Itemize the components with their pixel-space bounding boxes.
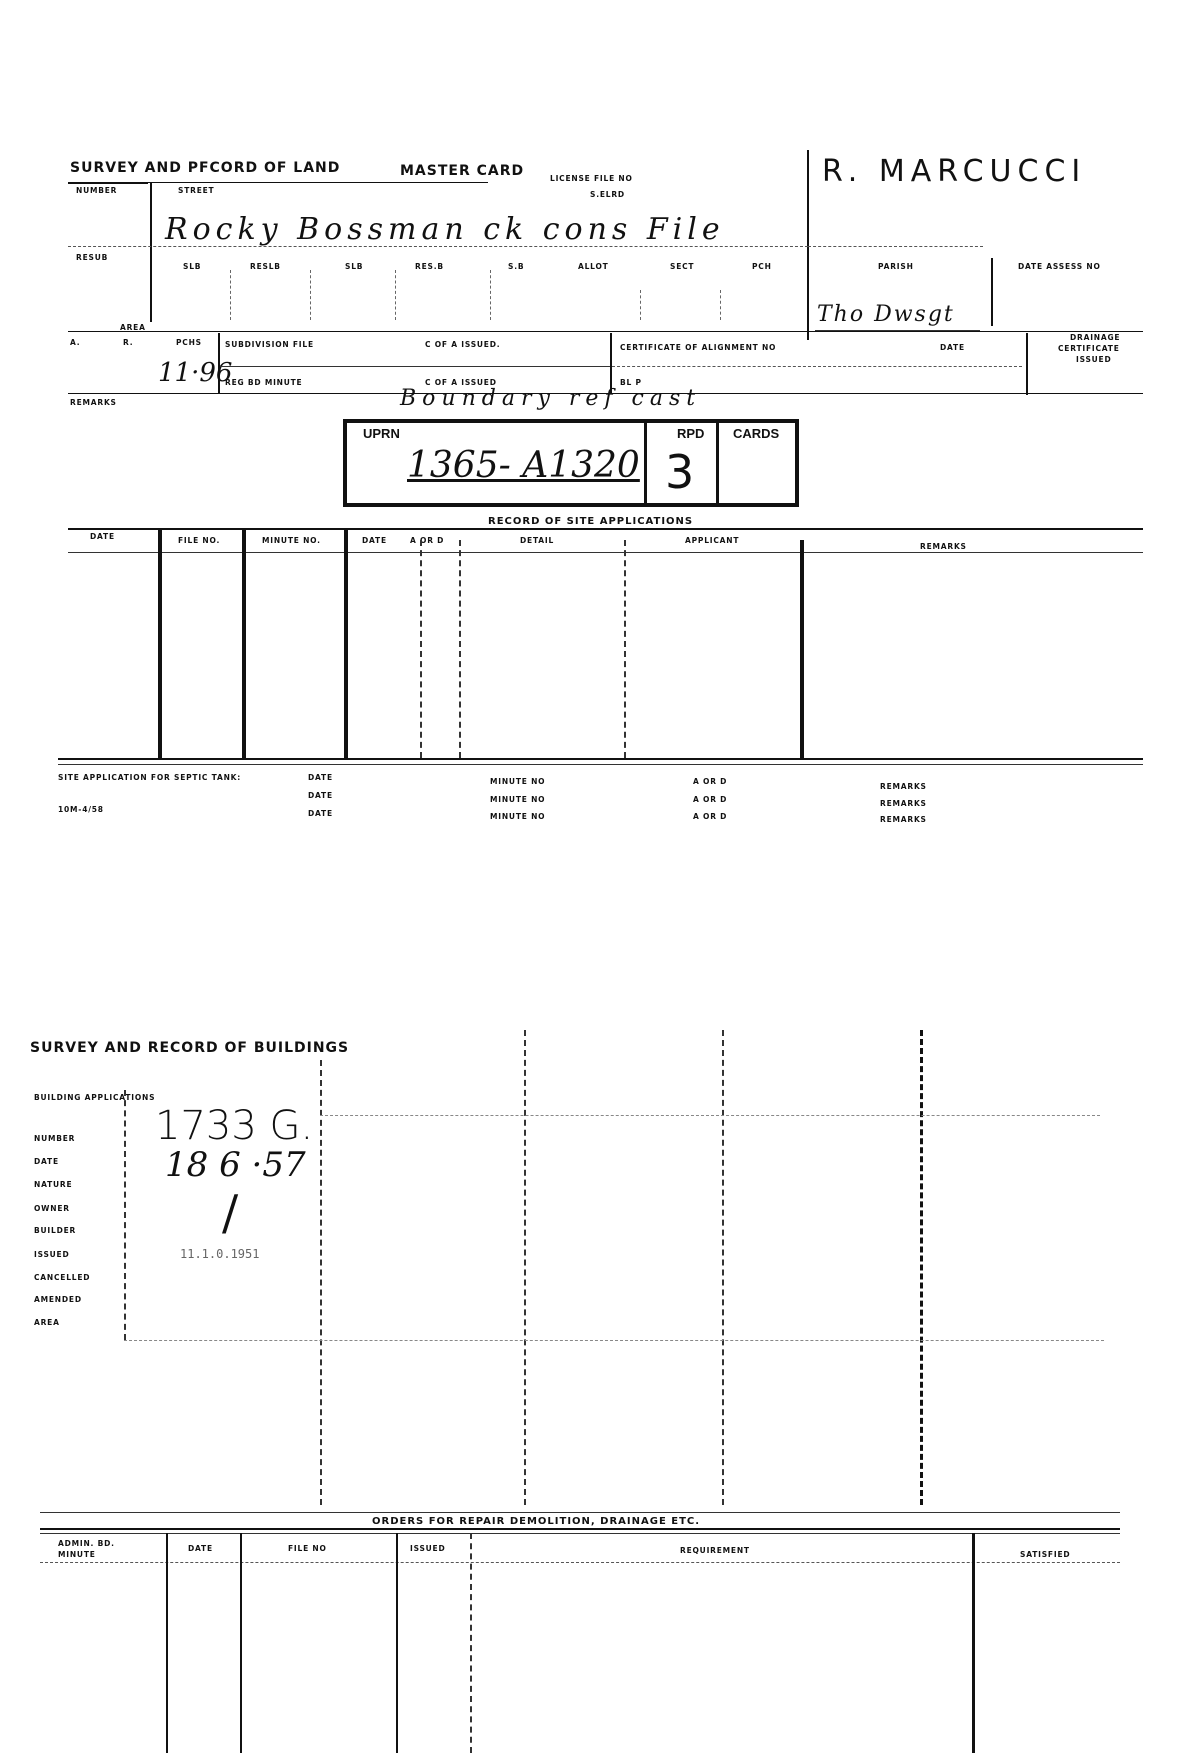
site-header-remarks: REMARKS — [920, 542, 967, 551]
land-card-title: SURVEY AND PFCORD OF LAND — [70, 160, 341, 176]
col-sect: SECT — [670, 262, 695, 271]
col-pch: PCH — [752, 262, 772, 271]
area-label: AREA — [120, 323, 146, 332]
a-label: A. — [70, 338, 81, 347]
subdivision-file-label: SUBDIVISION FILE — [225, 340, 314, 349]
issued-stamp: 11.1.0.1951 — [180, 1247, 260, 1261]
col-slb-2: SLB — [345, 262, 364, 271]
cards-label: CARDS — [733, 426, 780, 441]
cert-alignment-label: CERTIFICATE OF ALIGNMENT NO — [620, 343, 777, 352]
remarks-label: REMARKS — [70, 398, 117, 407]
orders-header-admin: ADMIN. BD. MINUTE — [58, 1539, 115, 1559]
orders-header-issued: ISSUED — [410, 1544, 446, 1553]
septic-date-3: DATE — [308, 809, 333, 818]
col-parish: PARISH — [878, 262, 914, 271]
drainage-line-2: CERTIFICATE — [1058, 344, 1120, 353]
col-date-assess: DATE ASSESS NO — [1018, 262, 1101, 271]
site-header-date: DATE — [90, 532, 115, 541]
septic-a-or-d-2: A OR D — [693, 795, 728, 804]
owner-name-handwritten: R. MARCUCCI — [822, 154, 1087, 189]
col-slb: SLB — [183, 262, 202, 271]
remarks-handwritten: Boundary ref cast — [400, 386, 702, 411]
col-sb: S.B — [508, 262, 525, 271]
col-reslb: RESLB — [250, 262, 281, 271]
resub-label: RESUB — [76, 253, 109, 262]
field-number: NUMBER — [34, 1134, 76, 1143]
buildings-card-title: SURVEY AND RECORD OF BUILDINGS — [30, 1040, 350, 1056]
building-mark-handwritten: / — [222, 1185, 239, 1241]
cert-date-label: DATE — [940, 343, 965, 352]
col-allot: ALLOT — [578, 262, 609, 271]
site-header-a-or-d: A OR D — [410, 536, 445, 545]
col-resb: RES.B — [415, 262, 444, 271]
site-header-minute-no: MINUTE NO. — [262, 536, 321, 545]
c-of-a-issued-label-2: C OF A ISSUED — [425, 378, 497, 387]
license-file-sub: S.ELRD — [590, 190, 625, 199]
field-cancelled: CANCELLED — [34, 1273, 91, 1282]
drainage-line-1: DRAINAGE — [1070, 333, 1121, 342]
site-header-date-2: DATE — [362, 536, 387, 545]
orders-header-satisfied: SATISFIED — [1020, 1550, 1071, 1559]
orders-header-file-no: FILE NO — [288, 1544, 327, 1553]
uprn-box — [343, 419, 799, 507]
street-handwritten: Rocky Bossman ck cons File — [165, 212, 725, 247]
septic-date-2: DATE — [308, 791, 333, 800]
area-handwritten: 11·96 — [158, 358, 233, 388]
field-owner: OWNER — [34, 1204, 70, 1213]
field-builder: BUILDER — [34, 1226, 77, 1235]
site-header-file-no: FILE NO. — [178, 536, 221, 545]
orders-header-date: DATE — [188, 1544, 213, 1553]
rpd-label: RPD — [677, 426, 705, 441]
site-header-applicant: APPLICANT — [685, 536, 740, 545]
pchs-label: PCHS — [176, 338, 202, 347]
site-header-detail: DETAIL — [520, 536, 555, 545]
uprn-value: 1365- A1320 — [407, 445, 640, 486]
building-date-handwritten: 18 6 ·57 — [165, 1145, 306, 1185]
orders-title: ORDERS FOR REPAIR DEMOLITION, DRAINAGE ETC. — [372, 1516, 701, 1527]
field-date: DATE — [34, 1157, 59, 1166]
field-issued: ISSUED — [34, 1250, 70, 1259]
septic-minute-2: MINUTE NO — [490, 795, 546, 804]
street-label: STREET — [178, 186, 215, 195]
bl-p-label: BL P — [620, 378, 642, 387]
c-of-a-issued-label: C OF A ISSUED. — [425, 340, 501, 349]
septic-remarks-1: REMARKS — [880, 782, 927, 791]
septic-minute-3: MINUTE NO — [490, 812, 546, 821]
rpd-value: 3 — [665, 445, 695, 499]
number-label: NUMBER — [76, 186, 118, 195]
parish-handwritten: Tho Dwsgt — [817, 302, 955, 327]
form-code: 10M-4/58 — [58, 805, 104, 814]
master-card-label: MASTER CARD — [400, 163, 525, 179]
r-label: R. — [123, 338, 134, 347]
septic-remarks-2: REMARKS — [880, 799, 927, 808]
septic-remarks-3: REMARKS — [880, 815, 927, 824]
septic-date-1: DATE — [308, 773, 333, 782]
field-area: AREA — [34, 1318, 60, 1327]
septic-minute-1: MINUTE NO — [490, 777, 546, 786]
field-nature: NATURE — [34, 1180, 73, 1189]
field-amended: AMENDED — [34, 1295, 82, 1304]
building-applications-label: BUILDING APPLICATIONS — [34, 1093, 156, 1102]
uprn-label: UPRN — [363, 426, 400, 441]
septic-a-or-d-1: A OR D — [693, 777, 728, 786]
septic-label: SITE APPLICATION FOR SEPTIC TANK: — [58, 773, 242, 782]
reg-bd-minute-label: REG BD MINUTE — [225, 378, 303, 387]
site-applications-title: RECORD OF SITE APPLICATIONS — [488, 516, 694, 527]
drainage-line-3: ISSUED — [1076, 355, 1112, 364]
building-number-handwritten: 1733 G. — [155, 1103, 314, 1149]
license-file-label: LICENSE FILE NO — [550, 174, 633, 183]
orders-header-requirement: REQUIREMENT — [680, 1546, 750, 1555]
septic-a-or-d-3: A OR D — [693, 812, 728, 821]
